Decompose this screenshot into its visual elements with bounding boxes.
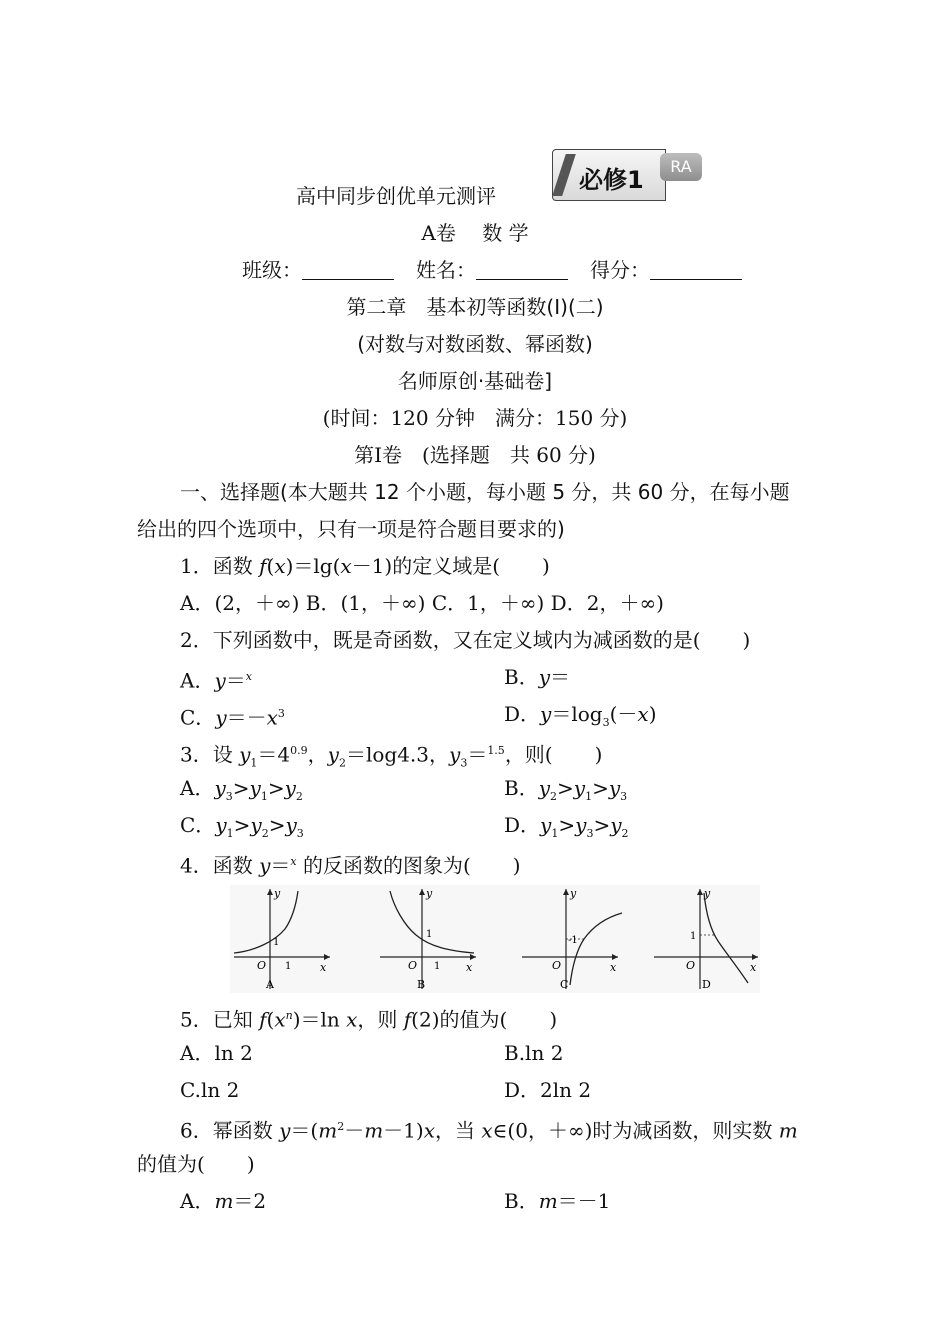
question-4: 4．函数 y＝$^x$ 的反函数的图象为( )	[180, 853, 521, 878]
question-1-options: A．(2，＋∞) B．(1，＋∞) C．1，＋∞) D．2，＋∞)	[180, 591, 664, 615]
svg-text:x: x	[320, 961, 327, 974]
svg-text:1: 1	[285, 961, 292, 972]
svg-text:O: O	[552, 959, 562, 972]
question-1: 1．函数 f(x)＝lg(x－1)的定义域是( )	[180, 554, 550, 578]
series-title: 高中同步创优单元测评	[296, 184, 496, 208]
name-blank[interactable]	[476, 259, 568, 280]
badge-stripe	[552, 154, 576, 196]
question-3-option-c: C．$y_1>y_2>y_3$	[180, 813, 304, 840]
svg-text:O: O	[257, 959, 267, 972]
question-6-option-b: B．m＝－1	[504, 1189, 611, 1213]
chapter-title: 第二章 基本初等函数(Ⅰ)(二)	[346, 295, 604, 319]
textbook-badge	[552, 149, 700, 201]
section-instructions-1: 一、选择题(本大题共 12 个小题，每小题 5 分，共 60 分，在每小题	[180, 480, 790, 504]
svg-text:A: A	[266, 978, 274, 991]
question-2-option-c: C．$y=-x^3$	[180, 705, 285, 730]
name-label: 姓名：	[416, 258, 476, 282]
question-5: 5．已知 $f(x^n)=\ln$ x，则 f(2)的值为( )	[180, 1007, 558, 1032]
badge-label: 必修1	[579, 166, 644, 194]
question-2-option-a: A．y＝$^x$	[180, 668, 252, 693]
score-blank[interactable]	[650, 259, 742, 280]
paper-title: A卷 数 学	[421, 221, 529, 245]
svg-text:O: O	[408, 959, 418, 972]
badge-tag: RA	[660, 153, 702, 181]
svg-text:y: y	[274, 887, 281, 900]
question-6: 6．幂函数 $y=(m^2-m-1)x$，当 x∈(0，＋∞)时为减函数，则实数 m	[180, 1118, 798, 1143]
question-2-option-d: D．$y=\log_3(-x)$	[504, 702, 657, 729]
score-label: 得分：	[590, 258, 650, 282]
question-5-option-a: A．ln 2	[180, 1041, 253, 1065]
svg-text:-1: -1	[568, 935, 578, 946]
question-5-option-d: D．2ln 2	[504, 1078, 592, 1102]
svg-text:D: D	[702, 978, 711, 991]
time-score: (时间：120 分钟 满分：150 分)	[322, 406, 628, 430]
svg-text:y: y	[426, 887, 433, 900]
chapter-source: 名师原创·基础卷]	[397, 369, 553, 393]
svg-text:1: 1	[690, 931, 697, 942]
question-2: 2．下列函数中，既是奇函数，又在定义域内为减函数的是( )	[180, 628, 751, 652]
svg-text:B: B	[417, 978, 426, 991]
chapter-subtitle: (对数与对数函数、幂函数)	[357, 332, 593, 356]
graph-c	[508, 885, 638, 993]
section-instructions-2: 给出的四个选项中，只有一项是符合题目要求的)	[137, 517, 565, 541]
question-3-option-b: B．$y_2>y_1>y_3$	[504, 776, 628, 803]
svg-text:1: 1	[434, 961, 441, 972]
svg-text:1: 1	[273, 937, 280, 948]
question-6-option-a: A．m＝2	[180, 1189, 267, 1213]
question-4-graphs	[230, 885, 760, 993]
graph-a	[230, 885, 360, 993]
class-label: 班级：	[242, 258, 302, 282]
question-5-option-c: C.ln 2	[180, 1078, 240, 1102]
svg-text:y: y	[570, 887, 577, 900]
question-3-option-a: A．$y_3>y_1>y_2$	[180, 776, 303, 803]
question-3-option-d: D．$y_1>y_3>y_2$	[504, 813, 629, 840]
svg-text:O: O	[686, 959, 696, 972]
info-fields	[242, 257, 742, 283]
question-3: 3．设 $y_1=4^{0.9}$，$y_2=\log 4.3$，$y_3=^{1.5}$，则( )	[180, 742, 603, 770]
svg-text:x: x	[466, 961, 473, 974]
svg-text:x: x	[750, 961, 757, 974]
question-5-option-b: B.ln 2	[504, 1041, 564, 1065]
volume-title: 第Ⅰ卷 (选择题 共 60 分)	[354, 443, 596, 467]
svg-text:y: y	[704, 887, 711, 900]
class-blank[interactable]	[302, 259, 394, 280]
svg-text:C: C	[560, 978, 569, 991]
badge-body	[552, 149, 666, 201]
svg-text:x: x	[610, 961, 617, 974]
graph-b	[370, 885, 500, 993]
svg-text:1: 1	[426, 929, 433, 940]
question-6-line-2: 的值为( )	[137, 1152, 255, 1176]
graph-d	[630, 885, 760, 993]
question-2-option-b: B．y＝	[504, 665, 571, 689]
